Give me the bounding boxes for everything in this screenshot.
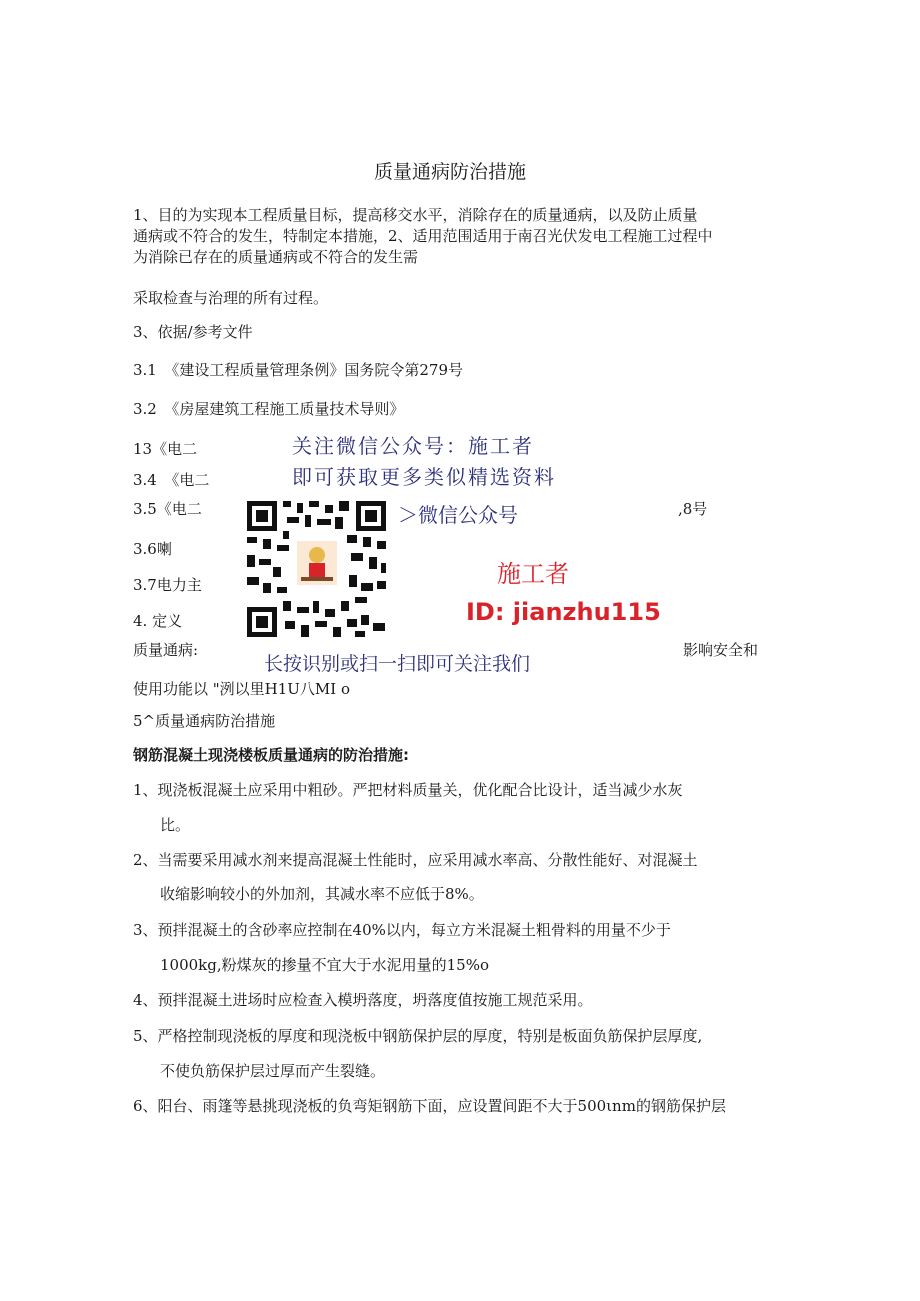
paragraph-line: 通病或不符合的发生，特制定本措施，2、适用范围适用于南召光伏发电工程施工过程中 — [133, 227, 713, 245]
paragraph-line: 为消除已存在的质量通病或不符合的发生需 — [133, 248, 419, 266]
qr-code-icon[interactable] — [243, 497, 390, 641]
reference-item: 3.4 《电二 — [133, 471, 210, 489]
definition-line: 使用功能以 "洌以里H1U八MI o — [133, 680, 351, 698]
paragraph-line: 采取检查与治理的所有过程。 — [133, 289, 329, 307]
reference-item: 3.2 《房屋建筑工程施工质量技术导则》 — [133, 400, 405, 418]
definition-line: 质量通病: — [133, 641, 199, 659]
account-name: 施工者 — [497, 560, 569, 588]
paragraph-line: 1、目的为实现本工程质量目标，提高移交水平，消除存在的质量通病，以及防止质量 — [133, 206, 698, 224]
measure-item: 5、严格控制现浇板的厚度和现浇板中钢筋保护层的厚度，特别是板面负筋保护层厚度, — [133, 1027, 703, 1045]
measure-item-cont: 收缩影响较小的外加剂，其减水率不应低于8%。 — [160, 885, 484, 903]
reference-item: 3.7电力主 — [133, 576, 202, 594]
reference-item: 3.5《电二 — [133, 500, 202, 518]
definition-line-tail: 影响安全和 — [683, 641, 759, 659]
follow-call-to-action: 长按识别或扫一扫即可关注我们 — [264, 653, 531, 675]
document-title: 质量通病防治措施 — [374, 161, 527, 183]
subsection-heading: 钢筋混凝土现浇楼板质量通病的防治措施: — [133, 746, 410, 764]
account-id: ID: jianzhu115 — [466, 598, 661, 626]
watermark-line-2: 即可获取更多类似精选资料 — [292, 465, 556, 489]
measure-item: 4、预拌混凝土进场时应检查入模坍落度，坍落度值按施工规范采用。 — [133, 991, 593, 1009]
reference-item: 3.1 《建设工程质量管理条例》国务院令第279号 — [133, 361, 463, 379]
measure-item: 2、当需要采用减水剂来提高混凝土性能时，应采用减水率高、分散性能好、对混凝土 — [133, 851, 698, 869]
watermark-line-1: 关注微信公众号：施工者 — [292, 434, 534, 458]
measure-item: 3、预拌混凝土的含砂率应控制在40%以内，每立方米混凝土粗骨料的用量不少于 — [133, 921, 671, 939]
measure-item-cont: 比。 — [160, 816, 191, 834]
reference-item-tail: ,8号 — [678, 500, 708, 518]
reference-item: 3.6喇 — [133, 540, 172, 558]
measure-item: 6、阳台、雨篷等悬挑现浇板的负弯矩钢筋下面，应设置间距不大于500ιnm的钢筋保护层 — [133, 1097, 726, 1115]
wechat-label: ＞微信公众号 — [398, 503, 518, 527]
section-heading: 5^质量通病防治措施 — [133, 712, 276, 730]
measure-item: 1、现浇板混凝土应采用中粗砂。严把材料质量关，优化配合比设计，适当减少水灰 — [133, 781, 683, 799]
section-heading: 3、依据/参考文件 — [133, 323, 253, 341]
account-id-clip — [466, 598, 661, 626]
reference-item: 13《电二 — [133, 440, 198, 458]
section-heading: 4. 定义 — [133, 612, 183, 630]
measure-item-cont: 1000kg,粉煤灰的掺量不宜大于水泥用量的15%o — [160, 956, 490, 974]
measure-item-cont: 不使负筋保护层过厚而产生裂缝。 — [160, 1062, 386, 1080]
